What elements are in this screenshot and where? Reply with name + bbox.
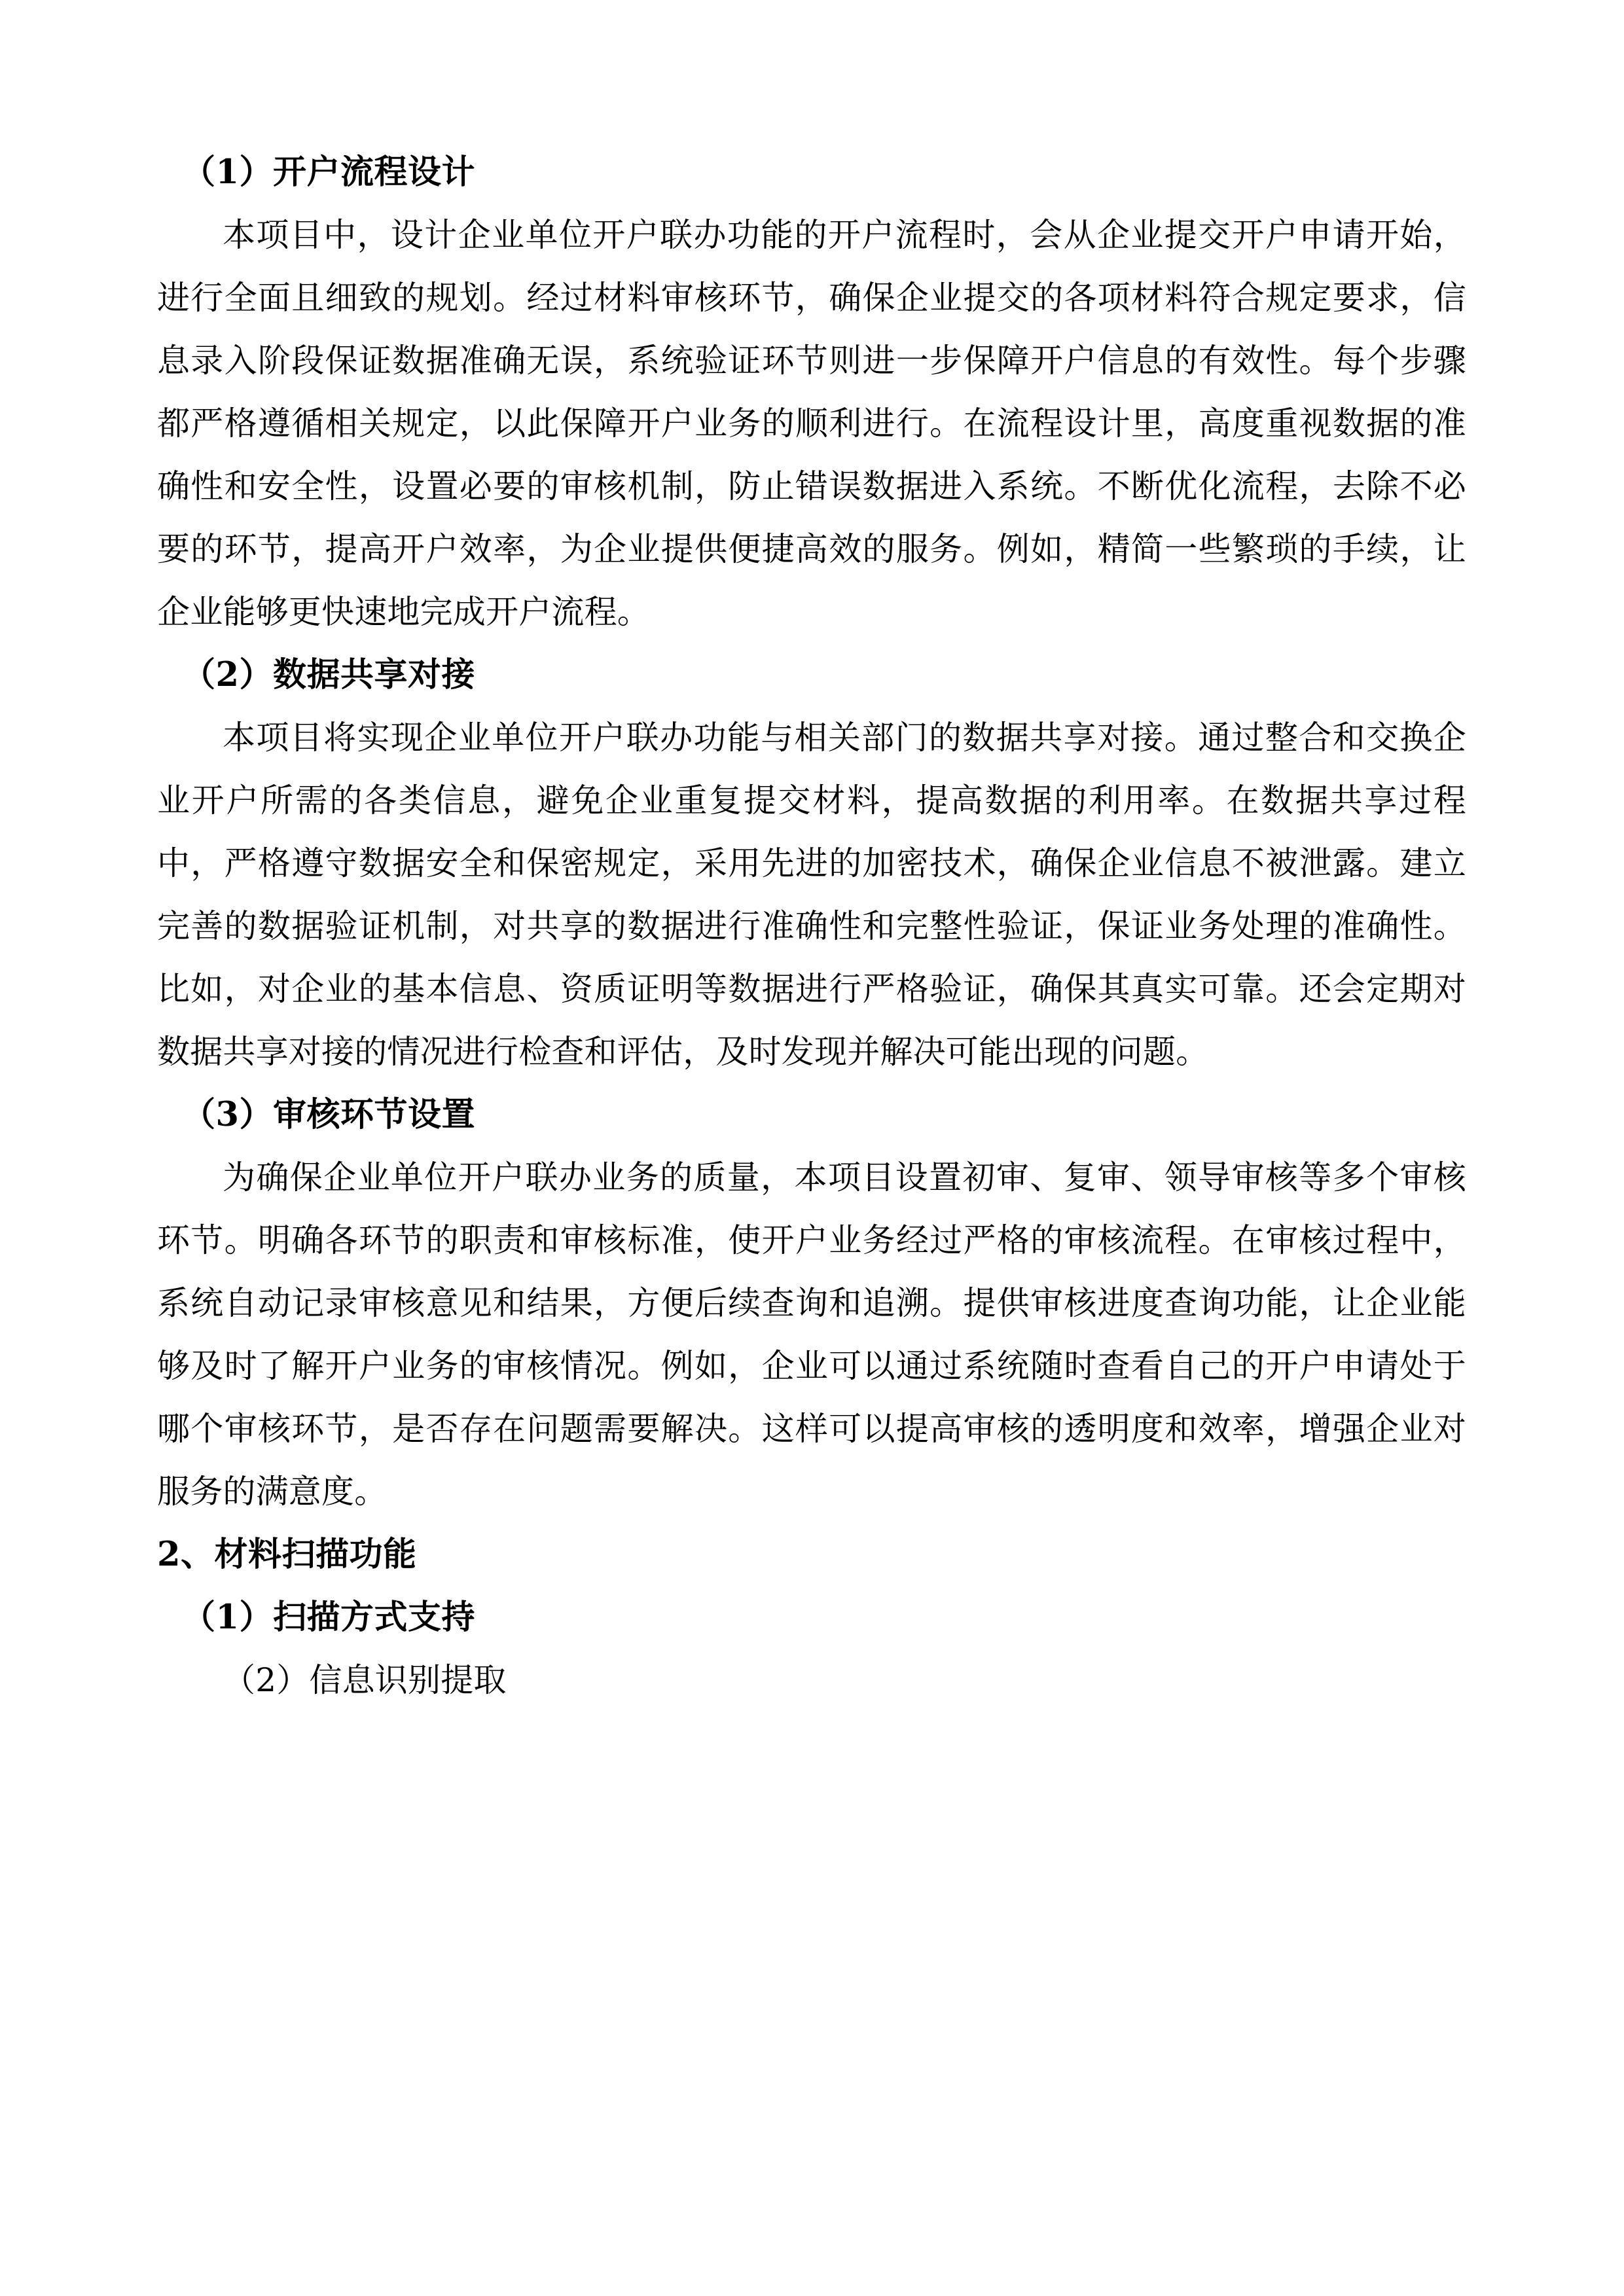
paragraph-review-stage-setup: 为确保企业单位开户联办业务的质量，本项目设置初审、复审、领导审核等多个审核环节。明确各环节的职责和审核标准，使开户业务经过严格的审核流程。在审核过程中，系统自动记录审核意见和结果，方便后续查询和追溯。提供审核进度查询功能，让企业能够及时了解开户业务的审核情况。例如，企业可以通过系统随时查看自己的开户申请处于哪个审核环节，是否存在问题需要解决。这样可以提高审核的透明度和效率，增强企业对服务的满意度。 <box>157 1158 1466 1511</box>
heading-account-opening-process-design: （1）开户流程设计 <box>182 152 475 192</box>
heading-scan-method-support: （1）扫描方式支持 <box>182 1598 475 1637</box>
paragraph-scan-method-support: （2）信息识别提取 <box>223 1661 507 1699</box>
paragraph-data-sharing-integration: 本项目将实现企业单位开户联办功能与相关部门的数据共享对接。通过整合和交换企业开户所需的各类信息，避免企业重复提交材料，提高数据的利用率。在数据共享过程中，严格遵守数据安全和保密规定，采用先进的加密技术，确保企业信息不被泄露。建立完善的数据验证机制，对共享的数据进行准确性和完整性验证，保证业务处理的准确性。比如，对企业的基本信息、资质证明等数据进行严格验证，确保其真实可靠。还会定期对数据共享对接的情况进行检查和评估，及时发现并解决可能出现的问题。 <box>157 719 1466 1071</box>
heading-data-sharing-integration: （2）数据共享对接 <box>182 655 475 694</box>
page-content <box>157 141 1466 1712</box>
heading-review-stage-setup: （3）审核环节设置 <box>182 1095 475 1134</box>
paragraph-account-opening-process-design: 本项目中，设计企业单位开户联办功能的开户流程时，会从企业提交开户申请开始，进行全面且细致的规划。经过材料审核环节，确保企业提交的各项材料符合规定要求，信息录入阶段保证数据准确无误，系统验证环节则进一步保障开户信息的有效性。每个步骤都严格遵循相关规定，以此保障开户业务的顺利进行。在流程设计里，高度重视数据的准确性和安全性，设置必要的审核机制，防止错误数据进入系统。不断优化流程，去除不必要的环节，提高开户效率，为企业提供便捷高效的服务。例如，精简一些繁琐的手续，让企业能够更快速地完成开户流程。 <box>157 216 1466 631</box>
heading-material-scanning-function: 2、材料扫描功能 <box>157 1535 417 1574</box>
